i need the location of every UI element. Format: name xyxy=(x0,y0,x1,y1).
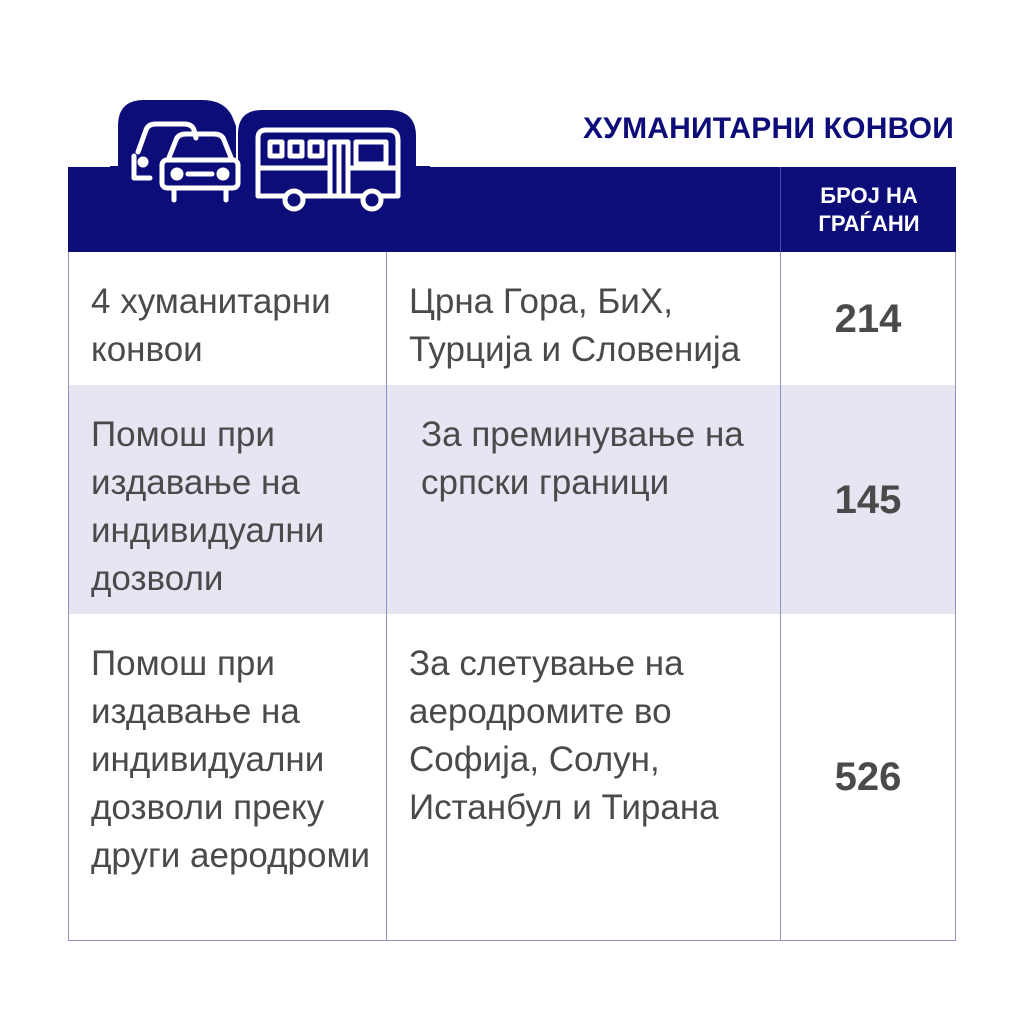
row-count: 214 xyxy=(834,296,902,341)
table-row xyxy=(69,385,955,614)
count-column-label: БРОЈ НА ГРАЃАНИ xyxy=(818,182,920,236)
table-row xyxy=(69,252,955,385)
row-count: 145 xyxy=(834,477,902,522)
transport-icons xyxy=(110,96,430,246)
row-description: За преминување на српски граници xyxy=(387,385,781,614)
row-count: 526 xyxy=(834,755,902,799)
bus-icon xyxy=(258,130,398,209)
table-row xyxy=(69,614,955,940)
row-description: За слетување на аеродромите во Софија, Солун, Истанбул и Тирана xyxy=(387,614,781,940)
row-type: Помош при издавање на индивидуални дозволи xyxy=(69,385,387,614)
row-type: Помош при издавање на индивидуални дозволи преку други аеродроми xyxy=(69,614,387,940)
convoy-table xyxy=(68,252,956,941)
row-type: 4 хуманитарни конвои xyxy=(69,252,387,385)
page-title: ХУМАНИТАРНИ КОНВОИ xyxy=(583,112,954,145)
count-column-header xyxy=(780,167,957,252)
row-description: Црна Гора, БиХ, Турција и Словенија xyxy=(387,252,781,385)
